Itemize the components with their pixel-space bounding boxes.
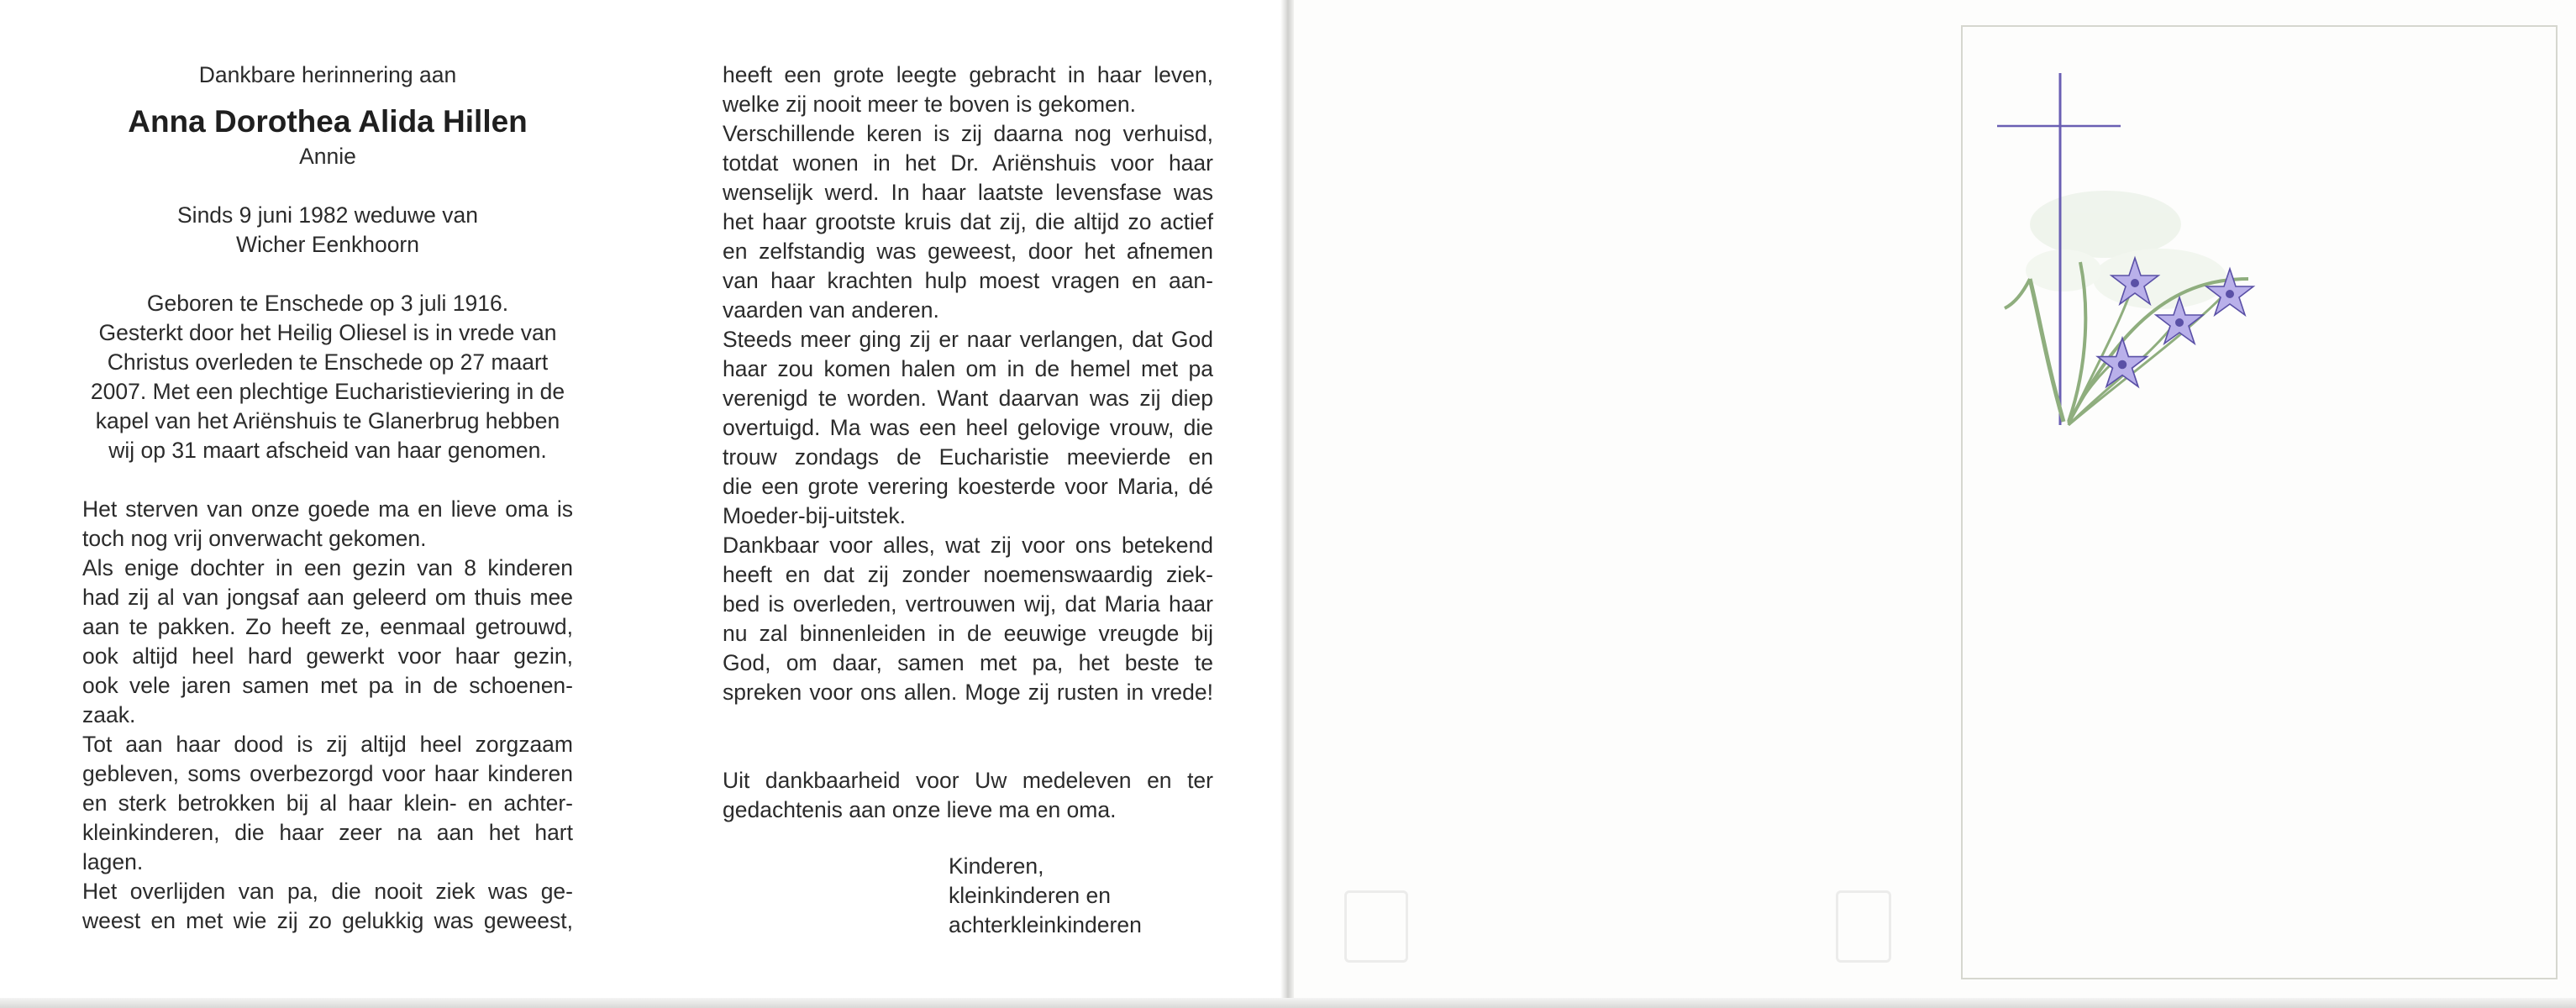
text-line: overtuigd. Ma was een heel gelovige vrouw, die: [723, 415, 1213, 440]
text-line: van haar krachten hulp moest vragen en aan-: [723, 268, 1213, 293]
widow-line: Sinds 9 juni 1982 weduwe van: [177, 202, 478, 228]
text-line: had zij al van jongsaf aan geleerd om thuis mee: [82, 585, 573, 610]
memorial-text-part2: [723, 60, 1213, 707]
text-line: toch nog vrij onverwacht gekomen.: [82, 526, 427, 551]
text-line: kleinkinderen, die haar zeer na aan het hart: [82, 820, 573, 845]
text-line: ook vele jaren samen met pa in de schoenen-: [82, 673, 573, 698]
text-line: Steeds meer ging zij er naar verlangen, dat God: [723, 327, 1213, 352]
spacer: [82, 260, 573, 289]
text-line: welke zij nooit meer te boven is gekomen.: [723, 92, 1136, 117]
text-line: heeft een grote leegte gebracht in haar leven,: [723, 62, 1213, 87]
widow-block: [82, 201, 573, 260]
signature-line: Kinderen,: [949, 853, 1044, 879]
text-line: gebleven, soms overbezorgd voor haar kinderen: [82, 761, 573, 786]
signature-line: achterkleinkinderen: [949, 912, 1142, 937]
text-line: die een grote verering koesterde voor Maria, dé: [723, 474, 1213, 499]
text-line: en zelfstandig was geweest, door het afnemen: [723, 239, 1213, 264]
text-line: zaak.: [82, 702, 136, 727]
text-line: het haar grootste kruis dat zij, die altijd zo actief: [723, 209, 1213, 234]
text-line: spreken voor ons allen. Moge zij rusten in vrede!: [723, 680, 1213, 705]
widow-line: Wicher Eenkhoorn: [236, 232, 419, 257]
spacer: [82, 171, 573, 201]
text-line: gedachtenis aan onze lieve ma en oma.: [723, 797, 1117, 822]
signature-line: kleinkinderen en: [949, 883, 1111, 908]
text-line: aan te pakken. Zo heeft ze, eenmaal getrouwd,: [82, 614, 573, 639]
text-line: ook altijd heel hard gewerkt voor haar gezin,: [82, 643, 573, 669]
text-line: Uit dankbaarheid voor Uw medeleven en ter: [723, 768, 1213, 793]
intro-text: Dankbare herinnering aan: [198, 62, 457, 87]
left-column: [82, 60, 573, 936]
card-fold: [1280, 0, 1294, 1008]
card-bottom-edge: [0, 998, 2576, 1008]
thanks-text: [723, 766, 1213, 825]
lily-flower: [2098, 339, 2148, 387]
text-line: weest en met wie zij zo gelukkig was geweest,: [82, 908, 573, 933]
nickname: Annie: [299, 144, 356, 169]
text-line: wenselijk werd. In haar laatste levensfase was: [723, 180, 1213, 205]
birth-line: kapel van het Ariënshuis te Glanerbrug hebben: [95, 408, 560, 433]
text-line: Het sterven van onze goede ma en lieve oma is: [82, 496, 573, 522]
text-line: haar zou komen halen om in de hemel met pa: [723, 356, 1213, 381]
birth-line: 2007. Met een plechtige Eucharistieviering in de: [90, 379, 565, 404]
deceased-name: Anna Dorothea Alida Hillen: [128, 104, 528, 139]
photo-frame: [1961, 25, 2558, 979]
spacer: [723, 707, 1213, 766]
birth-line: wij op 31 maart afscheid van haar genomen.: [108, 438, 547, 463]
text-line: nu zal binnenleiden in de eeuwige vreugde bij: [723, 621, 1213, 646]
text-line: verenigd te worden. Want daarvan was zij diep: [723, 386, 1213, 411]
birth-line: Geboren te Enschede op 3 juli 1916.: [146, 291, 509, 316]
text-line: Tot aan haar dood is zij altijd heel zorgzaam: [82, 732, 573, 757]
text-line: totdat wonen in het Dr. Ariënshuis voor haar: [723, 150, 1213, 176]
text-line: en sterk betrokken bij al haar klein- en achter-: [82, 790, 573, 816]
birth-line: Gesterkt door het Heilig Oliesel is in vrede van: [98, 320, 557, 345]
show-through-mark: [1344, 890, 1408, 963]
text-line: Het overlijden van pa, die nooit ziek was ge-: [82, 879, 573, 904]
heading-block: [82, 60, 573, 171]
birth-line: Christus overleden te Enschede op 27 maart: [107, 349, 549, 375]
show-through-mark: [1836, 890, 1891, 963]
spacer: [82, 465, 573, 495]
text-line: Moeder-bij-uitstek.: [723, 503, 906, 528]
text-line: bed is overleden, vertrouwen wij, dat Maria haar: [723, 591, 1213, 617]
right-column: [723, 60, 1213, 825]
text-line: Dankbaar voor alles, wat zij voor ons betekend: [723, 533, 1213, 558]
text-line: trouw zondags de Eucharistie meevierde en: [723, 444, 1213, 470]
signature-block: [949, 852, 1142, 940]
text-line: lagen.: [82, 849, 144, 874]
memorial-text-part1: [82, 495, 573, 936]
text-line: vaarden van anderen.: [723, 297, 939, 323]
birth-death-block: [82, 289, 573, 465]
text-line: Als enige dochter in een gezin van 8 kinderen: [82, 555, 573, 580]
text-line: God, om daar, samen met pa, het beste te: [723, 650, 1213, 675]
text-line: heeft en dat zij zonder noemenswaardig ziek-: [723, 562, 1213, 587]
cross-and-lilies-illustration: [1963, 27, 2556, 978]
text-line: Verschillende keren is zij daarna nog verhuisd,: [723, 121, 1213, 146]
